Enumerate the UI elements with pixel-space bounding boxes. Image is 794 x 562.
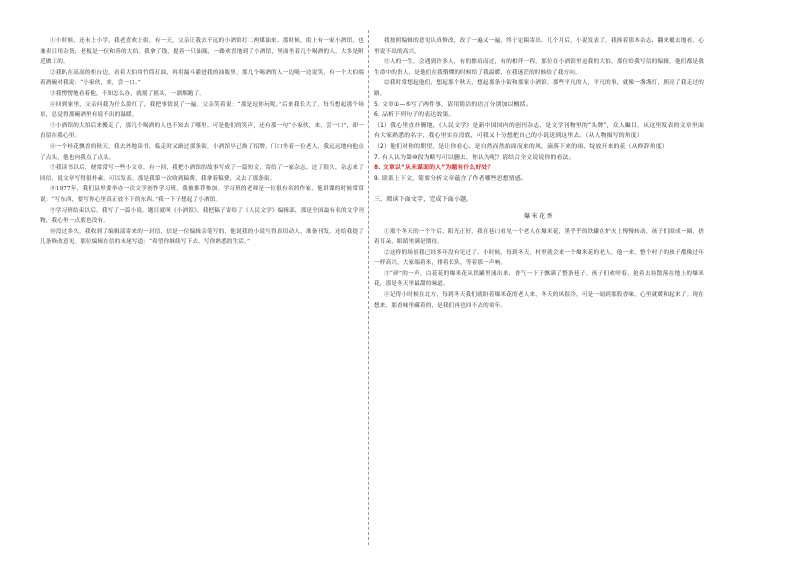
question-5: 5. 文章①—⑤写了两件事，请用简洁的语言分别加以概括。	[374, 101, 532, 108]
paragraph: ⑤小酒馆的大伯后来搬走了，那几个喝酒的人也不知去了哪里。可是他们的笑声，还有那一句“小家伙，来，尝一口”，却一直留在我心里。	[40, 122, 364, 140]
paragraph: ⑥一个桂花飘香的秋天，我去外地读书，临走时又路过那条街，小酒馆早已换了招牌，门口坐着一位老人，我远远地向他点了点头，他也向我点了点头。	[40, 143, 364, 161]
article-paragraph: ①那个冬天的一个午后，阳光正好，我在巷口看见一个老人在爆米花，黑乎乎的铁罐在炉火上慢慢转动，孩子们围成一圈，捂着耳朵，眼睛里满是期待。	[374, 228, 704, 246]
paragraph: ③我愣愣地看着他，不知怎么办，就摇了摇头，一溜烟跑了。	[50, 90, 206, 97]
paragraph: ⑫我时常想起他们，想起那个秋天，想起那条小街和那家小酒馆。那些平凡的人，平凡的事，就像一盏盏灯，照亮了我走过的路。	[374, 80, 704, 97]
left-column	[40, 36, 364, 248]
right-column	[374, 36, 704, 311]
paragraph: ①小时候，还未上小学，我老喜欢上街。有一天，父亲让我去不远的小酒馆打二两煤油来。那时候，街上有一家小酒馆，也兼卖日用杂货，老板是一位和善的大伯。我拿了钱，提着一只油瓶，一路欢喜地到了小酒馆，里面坐着几个喝酒的人，大多是附近做工的。	[40, 38, 364, 66]
article-paragraph: ②这样的场景我已经多年没有见过了。小时候，每到冬天，村里就会来一个爆米花的老人，他一来，整个村子的孩子都像过年一样高兴，大家端着米，排着长队，等着那一声响。	[374, 249, 704, 267]
article-paragraph: ③“砰”的一声，白花花的爆米花从铁罐里涌出来，香气一下子飘满了整条巷子。孩子们欢呼着，抢着去捡散落在地上的爆米花，那是冬天里最甜的味道。	[374, 270, 704, 288]
paragraph: ⑪人的一生，会遇到许多人，有的擦肩而过，有的相伴一程。那位在小酒馆里逗我的大伯，那位给我写信的编辑，他们都是我生命中的贵人，是他们在我懵懂的时候给了我温暖，在我迷茫的时候给了我方向。	[374, 59, 704, 76]
paragraph: 我按照编辑的意见认真修改，改了一遍又一遍，终于定稿寄出。几个月后，小说发表了。我捧着那本杂志，翻来覆去地看，心里说不出的高兴。	[374, 38, 704, 55]
question-9: 9. 联系上下文，简要分析文章蕴含了作者哪些思想情感。	[374, 175, 527, 182]
paragraph: ④回到家里，父亲问我为什么脸红了，我把事情说了一遍。父亲笑着说：“那是逗你玩呢。”后来我长大了，每当想起那个场景，总觉得那碗酒里有说不出的温暖。	[40, 101, 364, 119]
paragraph: ⑨学习班结束以后，我写了一篇小说，题目就叫《小酒馆》。我把稿子寄给了《人民文学》编辑部，那是全国最有名的文学刊物，我心里一点底也没有。	[40, 207, 364, 225]
column-divider	[368, 30, 369, 545]
section-heading: 三、阅读下面文字，完成下面小题。	[374, 196, 473, 204]
paragraph: ⑦我读书以后，便常常写一些小文章。有一回，我把小酒馆的故事写成了一篇短文，寄给了一家杂志。过了很久，杂志来了回信，说文章写得很朴素，可以发表。那是我第一次收到稿费，我拿着稿费，又去了那条街。	[40, 165, 364, 182]
question-6: 6. 品析下列句子的表达效果。	[374, 112, 455, 119]
answer-space	[374, 184, 704, 194]
subquestion-1: （1）我心里直扑腾地，《人民文学》是新中国国内的创刊杂志，是文学刊物里的“头牌”，众人瞩目，从这里发表的文章里面有大家熟悉的名字，我心里实在没底，可我又十分想把自己的小说送到这里去。（从人物描写的角度）	[374, 122, 704, 140]
article-paragraph: ④记得小时候在北方，每到冬天我们就盼着爆米花的老人来，冬天的风很冷，可是一闻到那股香味，心里就暖和起来了。现在想来，那香味里藏着的，是我们再也回不去的童年。	[374, 292, 704, 309]
question-8: 8. 文章以“从未谋面的人”为题有什么好处？	[374, 165, 494, 172]
paragraph: ⑩没过多久，我收到了编辑部寄来的一封信，信是一位编辑亲笔写的，他说我的小说写得真切动人，准备刊发，还给我提了几条修改意见。那位编辑在信的末尾写道：“希望你继续写下去，写你熟悉的生活。”	[40, 228, 364, 246]
paragraph: ②我趴在高高的柜台边，看着大伯用竹筒打油，再用漏斗灌进我的油瓶里。那几个喝酒的人一边喝一边说笑，有一个大伯端着酒碗对我说：“小家伙，来，尝一口。”	[40, 69, 364, 87]
article-title: 爆米花香	[523, 212, 554, 220]
question-7: 7. 有人认为第⑩段为略写可以删去，你认为呢？请结合全文说说你的看法。	[374, 154, 575, 161]
paragraph: ⑧1977年，我们县里要举办一次文学创作学习班，我被推荐参加。学习班的老师是一位很有名的作家，他讲课的时候常常说：“写东西，要写你心里真正放不下的东西。”我一下子想起了小酒馆。	[40, 186, 364, 203]
subquestion-2: （2）他们对你的期望，是让你看心、是自然而然拍面而来的风、滴落下来的雨、绽放开来的花（从修辞角度）	[374, 143, 668, 150]
